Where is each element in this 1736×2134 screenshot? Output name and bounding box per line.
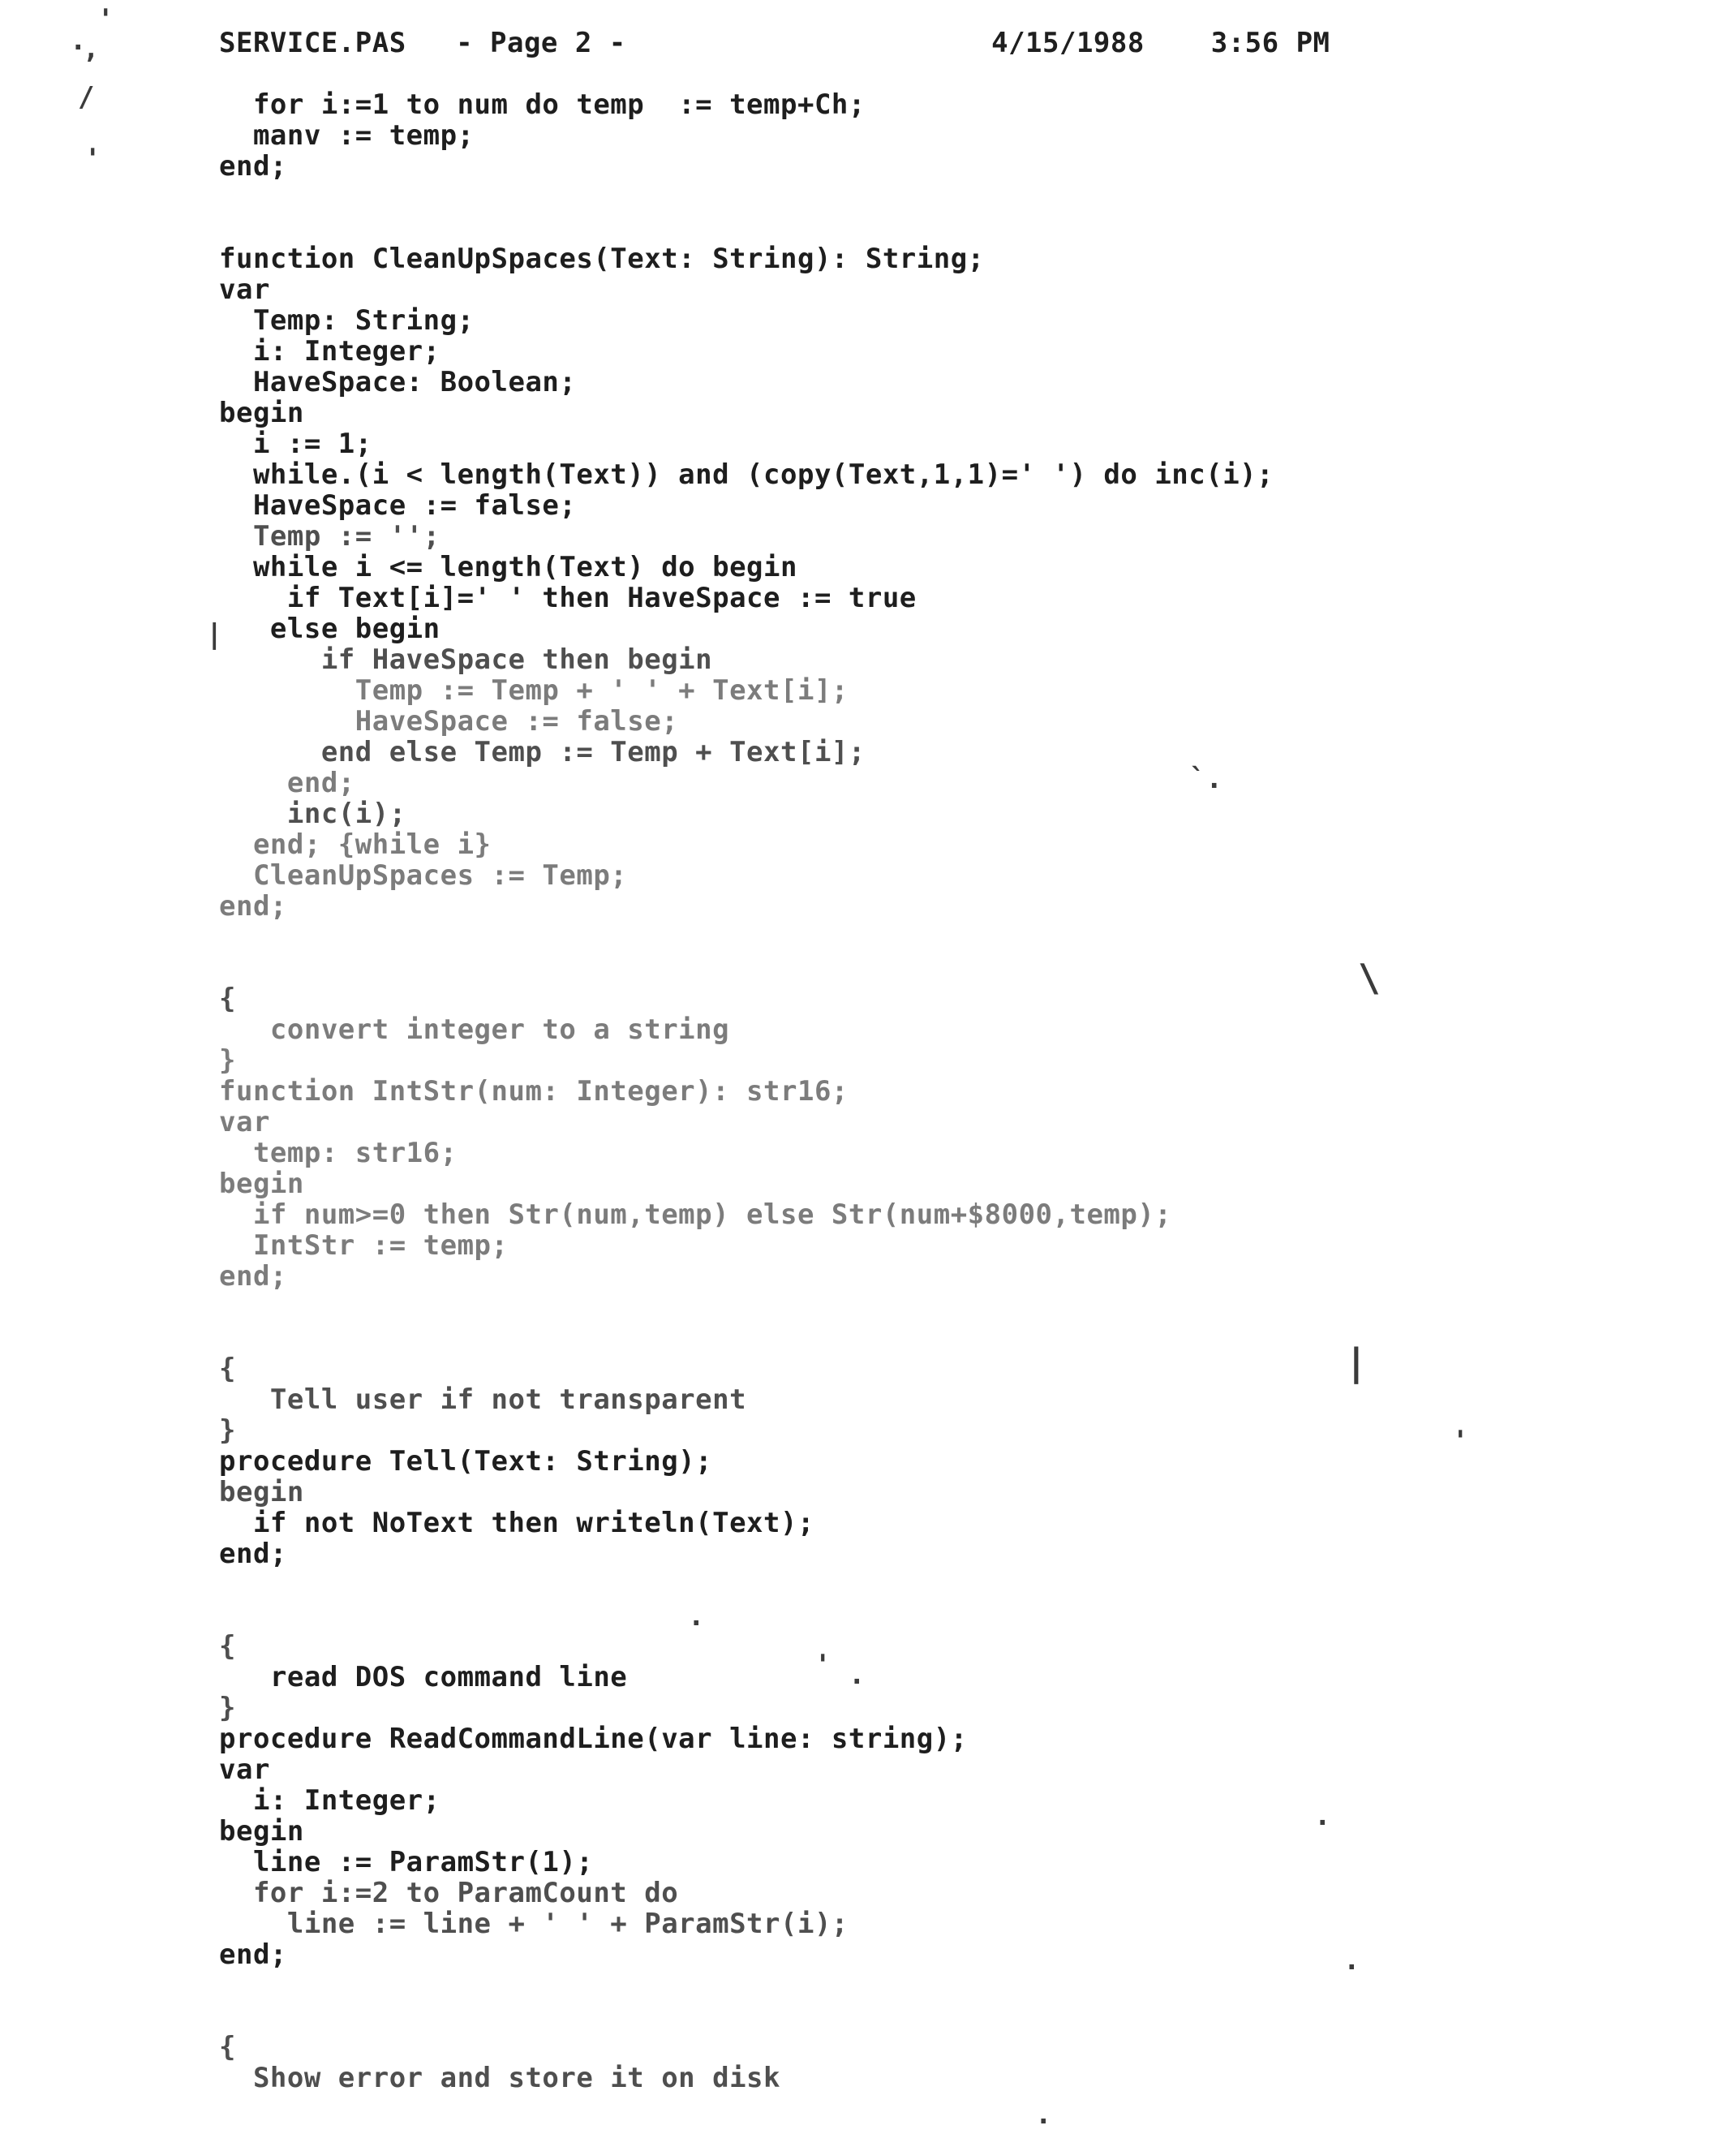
code-line: line := ParamStr(1);: [252, 1846, 594, 1878]
scan-artifact-mark: ': [1452, 1425, 1469, 1457]
code-line: manv := temp;: [252, 119, 475, 152]
scan-artifact-mark: .: [70, 24, 87, 57]
code-line: }: [219, 1692, 236, 1724]
scan-artifact-mark: ': [814, 1649, 831, 1681]
code-line: end;: [219, 150, 287, 183]
code-line: begin: [219, 397, 304, 429]
code-line: convert integer to a string: [269, 1013, 730, 1046]
code-line: end;: [219, 1938, 287, 1971]
scan-artifact-mark: .: [688, 1600, 705, 1633]
code-line: HaveSpace: Boolean;: [252, 366, 577, 398]
code-line: if num>=0 then Str(num,temp) else Str(num+$8000,temp);: [252, 1198, 1172, 1231]
code-line: temp: str16;: [252, 1137, 458, 1169]
code-line: for i:=1 to num do temp := temp+Ch;: [252, 88, 866, 121]
code-line: Tell user if not transparent: [269, 1383, 747, 1416]
code-line: Temp: String;: [252, 304, 475, 337]
scan-artifact-mark: |: [206, 618, 223, 651]
code-line: begin: [219, 1168, 304, 1200]
code-line: HaveSpace := false;: [355, 705, 679, 738]
code-line: CleanUpSpaces := Temp;: [252, 859, 628, 892]
scan-artifact-mark: .: [849, 1659, 866, 1691]
code-line: inc(i);: [286, 798, 406, 830]
code-line: end;: [219, 1260, 287, 1293]
print-date: 4/15/1988: [991, 27, 1145, 59]
code-line: while.(i < length(Text)) and (copy(Text,1,1)=' ') do inc(i);: [252, 458, 1274, 491]
code-line: i: Integer;: [252, 335, 440, 368]
code-line: function CleanUpSpaces(Text: String): String;: [219, 243, 985, 275]
print-time: 3:56 PM: [1210, 27, 1330, 59]
code-line: if Text[i]=' ' then HaveSpace := true: [286, 582, 917, 614]
code-line: {: [219, 1353, 236, 1385]
source-code-listing: [219, 58, 1679, 2093]
scan-artifact-mark: ,: [83, 32, 100, 65]
code-line: var: [219, 1106, 270, 1138]
scan-artifact-mark: /: [78, 81, 95, 114]
code-line: end;: [286, 767, 355, 799]
code-line: line := line + ' ' + ParamStr(i);: [286, 1908, 849, 1940]
code-line: {: [219, 1630, 236, 1663]
code-line: if HaveSpace then begin: [320, 643, 713, 676]
code-line: IntStr := temp;: [252, 1229, 509, 1262]
code-line: begin: [219, 1476, 304, 1508]
filename: SERVICE.PAS: [219, 27, 406, 59]
code-line: i: Integer;: [252, 1784, 440, 1817]
scan-artifact-mark: |: [1345, 1340, 1368, 1384]
code-line: procedure Tell(Text: String);: [219, 1445, 713, 1478]
scan-artifact-mark: ': [84, 143, 101, 175]
scan-artifact-mark: \: [1358, 956, 1381, 1000]
code-line: begin: [219, 1815, 304, 1848]
code-line: }: [219, 1414, 236, 1447]
code-line: }: [219, 1044, 236, 1077]
code-line: if not NoText then writeln(Text);: [252, 1507, 814, 1539]
code-line: {: [219, 983, 236, 1015]
code-line: i := 1;: [252, 428, 372, 460]
code-line: var: [219, 1753, 270, 1786]
code-line: Show error and store it on disk: [252, 2062, 781, 2094]
code-line: Temp := Temp + ' ' + Text[i];: [355, 674, 849, 707]
printout-content: [219, 28, 1679, 2093]
code-line: {: [219, 2031, 236, 2063]
code-line: end else Temp := Temp + Text[i];: [320, 736, 866, 768]
code-line: for i:=2 to ParamCount do: [252, 1877, 679, 1909]
code-line: Temp := '';: [252, 520, 440, 553]
code-line: while i <= length(Text) do begin: [252, 551, 797, 583]
code-line: end;: [219, 1538, 287, 1570]
code-line: end; {while i}: [252, 828, 492, 861]
code-line: else begin: [269, 613, 440, 645]
code-line: function IntStr(num: Integer): str16;: [219, 1075, 849, 1108]
scan-artifact-mark: .: [1035, 2098, 1052, 2131]
code-line: var: [219, 273, 270, 306]
code-line: read DOS command line: [269, 1661, 628, 1693]
document-header: [219, 28, 1679, 58]
scan-artifact-mark: .: [1314, 1800, 1331, 1832]
code-line: procedure ReadCommandLine(var line: string);: [219, 1723, 968, 1755]
scan-artifact-mark: .: [1343, 1944, 1360, 1977]
scan-artifact-mark: ': [97, 3, 114, 36]
code-line: end;: [219, 890, 287, 923]
code-line: HaveSpace := false;: [252, 489, 577, 522]
page-label: - Page 2 -: [456, 27, 626, 59]
scan-artifact-mark: `.: [1189, 763, 1223, 795]
